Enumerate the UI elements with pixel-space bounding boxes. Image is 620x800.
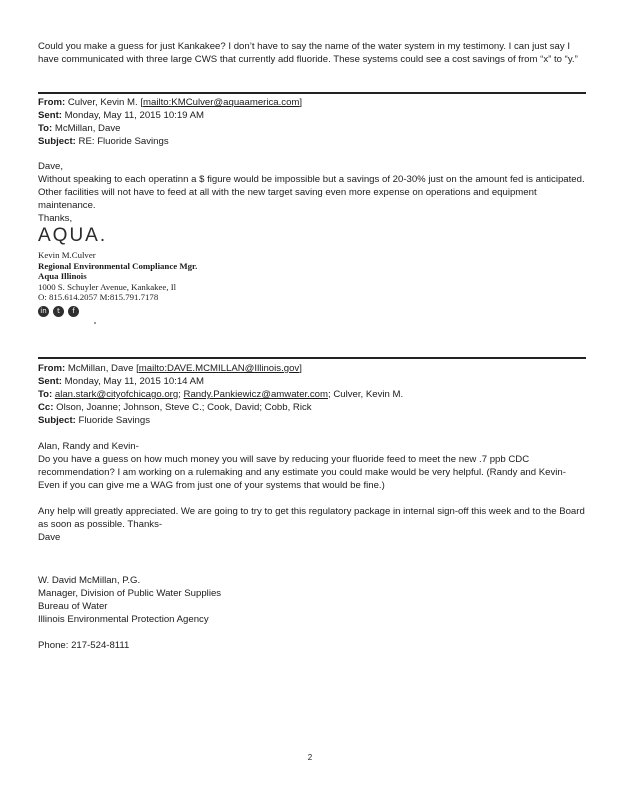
email2-sent-line [38,375,586,388]
email2-to-sep: ; [178,389,184,400]
email1-subject-label: Subject: [38,136,76,147]
email1-from-link[interactable]: mailto:KMCulver@aquaamerica.com [143,97,300,108]
sig1-name: Kevin M.Culver [38,250,96,260]
sig1-title: Regional Environmental Compliance Mgr. [38,260,198,271]
sig2-name: W. David McMillan, P.G. [38,575,141,586]
aqua-logo: AQUA. [38,225,108,246]
email2-sent-value: Monday, May 11, 2015 10:14 AM [64,376,205,387]
top-paragraph-text: Could you make a guess for just Kankakee? I don’t have to say the name of the water system in my testimony. I can just say I have communicated with three large CWS that currently add fluoride. These systems could see a cost savings of from “x” to “y.” [38,41,578,65]
email2-to-link-alan[interactable]: alan.stark@cityofchicago.org [54,389,179,400]
top-paragraph [38,40,586,66]
email1-sent-value: Monday, May 11, 2015 10:19 AM [64,110,205,121]
sig1-company: Aqua Illinois [38,271,87,281]
email1-from-line [38,96,586,109]
scan-speck [94,322,96,324]
header-divider-1 [38,92,586,94]
email1-greeting: Dave, [38,161,64,172]
email2-subject-line [38,414,586,427]
email2-cc-line [38,401,586,414]
email2-subject-value: Fluoride Savings [78,415,150,426]
email2-body [38,440,586,544]
email2-spacer [38,492,586,505]
email1-sent-label: Sent: [38,110,62,121]
header-divider-2 [38,357,586,359]
email2-header [38,362,586,427]
email1-from-value: Culver, Kevin M. [ [67,97,144,108]
email1-to-label: To: [38,123,53,134]
email2-from-close: ] [299,363,302,374]
sig2-bureau: Bureau of Water [38,601,108,612]
email2-from-value: McMillan, Dave [ [67,363,139,374]
email2-greeting: Alan, Randy and Kevin- [38,441,139,452]
email2-from-label: From: [38,363,66,374]
twitter-icon[interactable]: t [53,306,64,317]
email2-body2-name: Dave [38,532,61,543]
email1-to-line [38,122,586,135]
email1-subject-value: RE: Fluoride Savings [78,136,169,147]
email2-from-link[interactable]: mailto:DAVE.MCMILLAN@Illinois.gov [138,363,300,374]
email2-cc-value: Olson, Joanne; Johnson, Steve C.; Cook, David; Cobb, Rick [56,402,312,413]
email2-to-link-randy[interactable]: Randy.Pankiewicz@amwater.com [183,389,329,400]
sig2-phone: Phone: 217-524-8111 [38,640,130,651]
email2-signature [38,574,586,652]
email1-body [38,160,586,225]
email2-subject-label: Subject: [38,415,76,426]
email2-cc-label: Cc: [38,402,54,413]
linkedin-icon[interactable]: in [38,306,49,317]
email1-body-text: Without speaking to each operatinn a $ figure would be impossible but a savings of 20-30% just on the amount fed is anticipated. Other facilities will not have to feed at all with the new target saving even more expense on operations and equipment maintenance. [38,174,585,211]
sig1-phone: O: 815.614.2057 M:815.791.7178 [38,292,159,302]
email1-sent-line [38,109,586,122]
email1-header [38,96,586,148]
facebook-icon[interactable]: f [68,306,79,317]
email1-signoff: Thanks, [38,213,73,224]
email2-to-rest: ; Culver, Kevin M. [328,389,404,400]
sig2-spacer [38,626,586,639]
email1-from-label: From: [38,97,66,108]
email2-to-line [38,388,586,401]
email1-to-value: McMillan, Dave [54,123,121,134]
sig2-title: Manager, Division of Public Water Supplies [38,588,222,599]
page-number: 2 [307,753,313,762]
email1-signature [38,224,586,317]
social-icons [38,306,586,317]
sig2-agency: Illinois Environmental Protection Agency [38,614,209,625]
email2-body2: Any help will greatly appreciated. We are going to try to get this regulatory package in internal sign-off this week and to the Board as soon as possible. Thanks- [38,506,585,530]
email2-from-line [38,362,586,375]
email2-sent-label: Sent: [38,376,62,387]
email1-subject-line [38,135,586,148]
email2-to-label: To: [38,389,53,400]
email2-body1: Do you have a guess on how much money you will save by reducing your fluoride feed to meet the new .7 ppb CDC recommendation? I am working on a rulemaking and any estimate you could make would be very helpful. (Randy and Kevin- Even if you can give me a WAG from just one of your systems that would be fine.) [38,454,566,491]
email1-from-close: ] [299,97,303,108]
sig1-address: 1000 S. Schuyler Avenue, Kankakee, Il [38,281,177,292]
